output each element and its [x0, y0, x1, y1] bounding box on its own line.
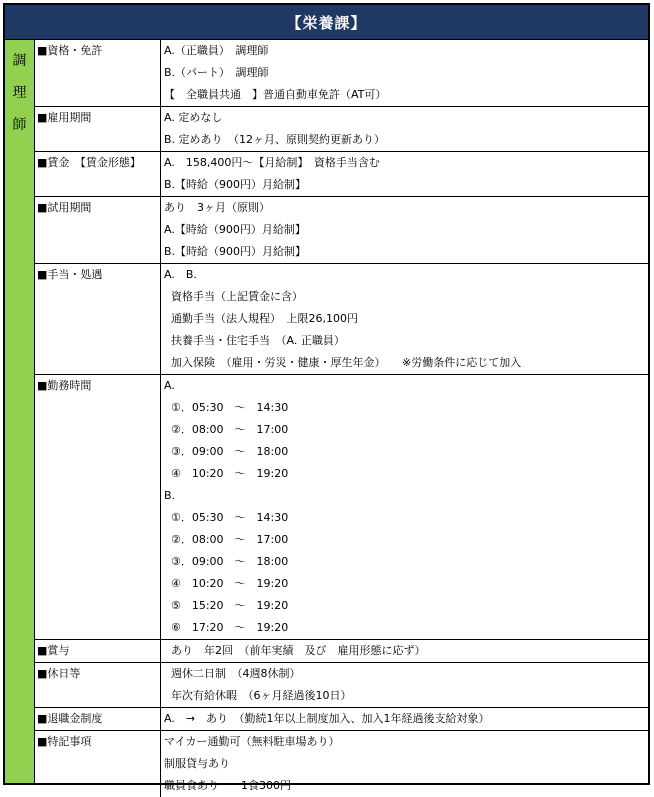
- section-title: 【栄養課】: [286, 13, 367, 32]
- row-values: [161, 264, 648, 374]
- table-row: [35, 264, 648, 375]
- table-row: [35, 107, 648, 152]
- row-value-line: 通勤手当（法人規程） 上限26,100円: [164, 312, 358, 325]
- row-label: ■勤務時間: [35, 375, 161, 639]
- row-value-line: A. 158,400円～【月給制】 資格手当含む: [164, 156, 380, 169]
- row-values: [161, 708, 648, 730]
- row-value-line: A.（正職員） 調理師: [164, 44, 269, 57]
- row-value-line: A. 定めなし: [164, 111, 223, 124]
- row-values: [161, 640, 648, 662]
- table-row: [35, 663, 648, 708]
- row-label: ■雇用期間: [35, 107, 161, 151]
- table-row: [35, 40, 648, 107]
- row-value-line: 資格手当（上記賃金に含）: [164, 290, 303, 303]
- row-value-line: 職員食あり 1食300円: [164, 779, 291, 792]
- row-value-line: A. → あり （勤続1年以上制度加入、加入1年経過後支給対象）: [164, 712, 490, 725]
- row-label: ■賃金 【賃金形態】: [35, 152, 161, 196]
- row-value-line: ③．09:00 ～ 18:00: [164, 555, 289, 568]
- job-title-char: 調: [12, 53, 27, 69]
- row-label: ■賞与: [35, 640, 161, 662]
- row-value-line: ④ 10:20 ～ 19:20: [164, 577, 289, 590]
- table-row: [35, 708, 648, 731]
- row-values: [161, 40, 648, 106]
- recruitment-table: [3, 3, 650, 792]
- row-value-line: あり 3ヶ月（原則）: [164, 201, 270, 214]
- row-value-line: ①．05:30 ～ 14:30: [164, 401, 289, 414]
- row-value-line: ①．05:30 ～ 14:30: [164, 511, 289, 524]
- row-value-line: ④ 10:20 ～ 19:20: [164, 467, 289, 480]
- job-title-column: [5, 40, 35, 783]
- row-value-line: ⑥ 17:20 ～ 19:20: [164, 621, 289, 634]
- table-row: [35, 375, 648, 640]
- row-value-line: 【 全職員共通 】普通自動車免許（AT可）: [164, 88, 387, 101]
- row-value-line: ②．08:00 ～ 17:00: [164, 423, 289, 436]
- row-values: [161, 663, 648, 707]
- section-header: [5, 5, 648, 40]
- row-values: [161, 375, 648, 639]
- table-row: [35, 152, 648, 197]
- row-value-line: 扶養手当・住宅手当 （A. 正職員）: [164, 334, 345, 347]
- job-title-char: 師: [12, 117, 27, 133]
- row-value-line: 年次有給休暇 （6ヶ月経過後10日）: [164, 689, 352, 702]
- row-value-line: B.（パート） 調理師: [164, 66, 269, 79]
- row-value-line: ③．09:00 ～ 18:00: [164, 445, 289, 458]
- row-values: [161, 197, 648, 263]
- row-value-line: ⑤ 15:20 ～ 19:20: [164, 599, 289, 612]
- table-row: [35, 640, 648, 663]
- row-value-line: B.: [164, 489, 176, 502]
- row-value-line: 加入保険 （雇用・労災・健康・厚生年金） ※労働条件に応じて加入: [164, 356, 522, 369]
- row-value-line: A.【時給（900円）月給制】: [164, 223, 306, 236]
- row-value-line: あり 年2回 （前年実績 及び 雇用形態に応ず）: [164, 644, 426, 657]
- row-value-line: マイカー通勤可（無料駐車場あり）: [164, 735, 340, 748]
- row-value-line: A. B.: [164, 268, 197, 281]
- details-table: [35, 40, 648, 792]
- row-value-line: B.【時給（900円）月給制】: [164, 178, 307, 191]
- job-title-char: 理: [12, 85, 27, 101]
- table-row: [35, 731, 648, 797]
- row-label: ■特記事項: [35, 731, 161, 797]
- row-label: ■試用期間: [35, 197, 161, 263]
- table-row: [35, 197, 648, 264]
- row-value-line: B. 定めあり （12ヶ月、原則契約更新あり）: [164, 133, 386, 146]
- row-value-line: ②．08:00 ～ 17:00: [164, 533, 289, 546]
- row-values: [161, 731, 648, 797]
- row-value-line: 週休二日制 （4週8休制）: [164, 667, 301, 680]
- row-label: ■手当・処遇: [35, 264, 161, 374]
- row-value-line: 制服貸与あり: [164, 757, 230, 770]
- row-label: ■資格・免許: [35, 40, 161, 106]
- row-values: [161, 107, 648, 151]
- row-label: ■休日等: [35, 663, 161, 707]
- row-value-line: B.【時給（900円）月給制】: [164, 245, 307, 258]
- row-value-line: A.: [164, 379, 175, 392]
- row-values: [161, 152, 648, 196]
- row-label: ■退職金制度: [35, 708, 161, 730]
